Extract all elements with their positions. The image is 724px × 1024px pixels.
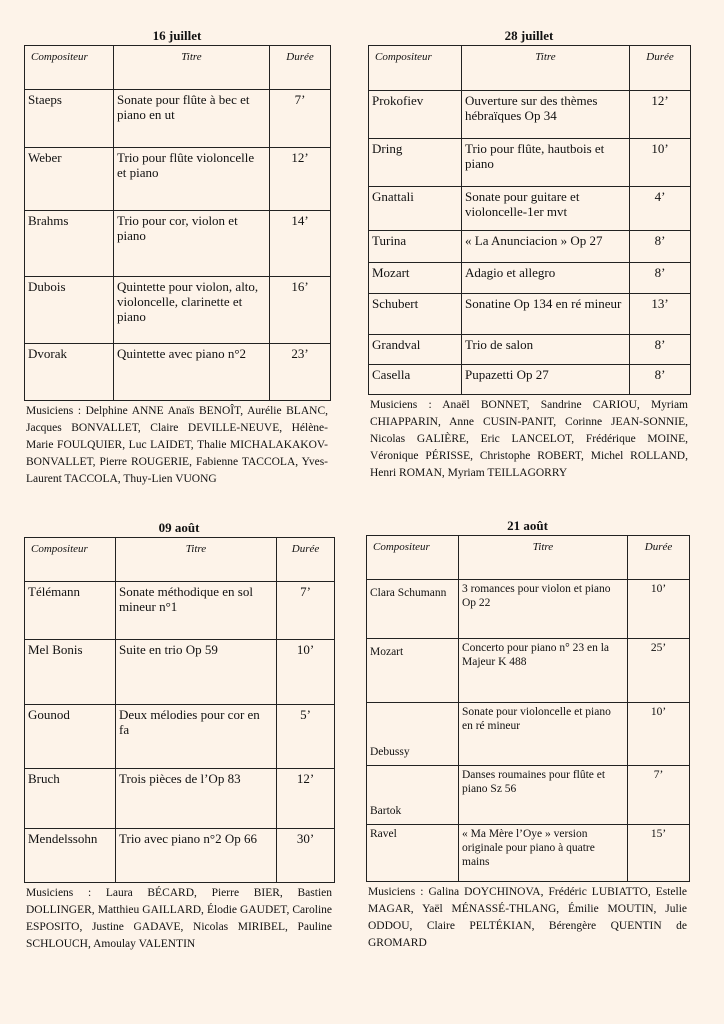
col-composer: Compositeur (369, 46, 462, 91)
duration-cell: 8’ (630, 231, 691, 263)
composer-cell: Schubert (369, 294, 462, 335)
table-row (25, 277, 331, 344)
table-row (367, 639, 690, 703)
duration-cell: 30’ (277, 829, 335, 883)
duration-cell: 7’ (270, 90, 331, 148)
composer-cell: Clara Schumann (367, 580, 459, 639)
composer-cell: Bruch (25, 769, 116, 829)
col-duration: Durée (628, 536, 690, 580)
title-cell: Sonatine Op 134 en ré mineur (462, 294, 630, 335)
concert-date: 09 août (158, 520, 200, 535)
table-row (369, 294, 691, 335)
program-table (24, 537, 335, 883)
concert-date: 28 juillet (504, 28, 554, 43)
title-cell: « Ma Mère l’Oye » version originale pour piano à quatre mains (459, 825, 628, 882)
concert-28-juillet (368, 27, 690, 482)
concert-date: 16 juillet (152, 28, 202, 43)
table-row (367, 580, 690, 639)
composer-cell: Mendelssohn (25, 829, 116, 883)
table-row (369, 231, 691, 263)
table-row (25, 90, 331, 148)
table-row (369, 187, 691, 231)
program-table (368, 45, 691, 395)
duration-cell: 8’ (630, 335, 691, 365)
title-cell: Pupazetti Op 27 (462, 365, 630, 395)
composer-cell: Weber (25, 148, 114, 211)
duration-cell: 23’ (270, 344, 331, 401)
concert-date: 21 août (507, 518, 548, 533)
composer-cell: Gnattali (369, 187, 462, 231)
table-row (25, 148, 331, 211)
table-header-row (25, 538, 335, 582)
title-cell: Trio avec piano n°2 Op 66 (116, 829, 277, 883)
duration-cell: 15’ (628, 825, 690, 882)
title-cell: Sonate pour guitare et violoncelle-1er mvt (462, 187, 630, 231)
composer-cell: Bartok (367, 766, 459, 825)
table-row (25, 211, 331, 277)
duration-cell: 14’ (270, 211, 331, 277)
musicians-list: Musiciens : Galina DOYCHINOVA, Frédéric LUBIATTO, Estelle MAGAR, Yaël MÉNASSÉ-THLANG, Émilie MOUTIN, Julie ODDOU, Claire PELTÉKIAN, Bérengère QUENTIN de GROMARD (368, 886, 687, 949)
col-title: Titre (462, 46, 630, 91)
duration-cell: 5’ (277, 705, 335, 769)
composer-cell: Mozart (367, 639, 459, 703)
col-composer: Compositeur (25, 538, 116, 582)
table-row (369, 335, 691, 365)
col-title: Titre (114, 46, 270, 90)
title-cell: Trio pour flûte violoncelle et piano (114, 148, 270, 211)
duration-cell: 10’ (628, 580, 690, 639)
title-cell: Trio de salon (462, 335, 630, 365)
composer-cell: Mel Bonis (25, 640, 116, 705)
duration-cell: 25’ (628, 639, 690, 703)
duration-cell: 7’ (277, 582, 335, 640)
table-row (25, 640, 335, 705)
concert-09-aout (24, 519, 334, 953)
title-cell: « La Anunciacion » Op 27 (462, 231, 630, 263)
duration-cell: 12’ (277, 769, 335, 829)
duration-cell: 12’ (630, 91, 691, 139)
title-cell: Adagio et allegro (462, 263, 630, 294)
col-duration: Durée (630, 46, 691, 91)
title-cell: Trio pour flûte, hautbois et piano (462, 139, 630, 187)
duration-cell: 12’ (270, 148, 331, 211)
col-duration: Durée (277, 538, 335, 582)
title-cell: Concerto pour piano n° 23 en la Majeur K 488 (459, 639, 628, 703)
composer-cell: Dubois (25, 277, 114, 344)
table-header-row (367, 536, 690, 580)
table-row (369, 91, 691, 139)
composer-cell: Debussy (367, 703, 459, 766)
title-cell: Sonate pour flûte à bec et piano en ut (114, 90, 270, 148)
concert-21-aout (366, 517, 689, 952)
duration-cell: 10’ (630, 139, 691, 187)
concert-16-juillet (24, 27, 330, 488)
musicians-list: Musiciens : Laura BÉCARD, Pierre BIER, Bastien DOLLINGER, Matthieu GAILLARD, Élodie GAUDET, Caroline ESPOSITO, Justine GADAVE, Nicolas MIRIBEL, Pauline SCHLOUCH, Amoulay VALENTIN (26, 887, 332, 950)
composer-cell: Grandval (369, 335, 462, 365)
title-cell: Sonate pour violoncelle et piano en ré mineur (459, 703, 628, 766)
title-cell: Danses roumaines pour flûte et piano Sz 56 (459, 766, 628, 825)
composer-cell: Ravel (367, 825, 459, 882)
title-cell: Deux mélodies pour cor en fa (116, 705, 277, 769)
composer-cell: Turina (369, 231, 462, 263)
title-cell: Trois pièces de l’Op 83 (116, 769, 277, 829)
composer-cell: Gounod (25, 705, 116, 769)
title-cell: Quintette avec piano n°2 (114, 344, 270, 401)
table-row (25, 344, 331, 401)
composer-cell: Brahms (25, 211, 114, 277)
musicians-list: Musiciens : Delphine ANNE Anaïs BENOÎT, Aurélie BLANC, Jacques BONVALLET, Claire DEVILLE-NEUVE, Hélène-Marie FOULQUIER, Luc LAIDET, Thalie MICHALAKAKOV-BONVALLET, Pierre ROUGERIE, Fabienne TACCOLA, Yves-Laurent TACCOLA, Thuy-Lien VUONG (26, 405, 328, 485)
musicians-list: Musiciens : Anaël BONNET, Sandrine CARIOU, Myriam CHIAPPARIN, Anne CUSIN-PANIT, Corinne JEAN-SONNIE, Nicolas GALIÈRE, Eric LANCELOT, Frédérique MOINE, Véronique PÉRISSE, Christophe ROBERT, Michel ROLLAND, Henri ROMAN, Myriam TEILLAGORRY (370, 399, 688, 479)
col-title: Titre (116, 538, 277, 582)
duration-cell: 4’ (630, 187, 691, 231)
duration-cell: 7’ (628, 766, 690, 825)
program-table (366, 535, 690, 882)
duration-cell: 10’ (277, 640, 335, 705)
table-row (25, 705, 335, 769)
duration-cell: 8’ (630, 365, 691, 395)
title-cell: Sonate méthodique en sol mineur n°1 (116, 582, 277, 640)
col-title: Titre (459, 536, 628, 580)
composer-cell: Télémann (25, 582, 116, 640)
table-row (369, 139, 691, 187)
col-composer: Compositeur (25, 46, 114, 90)
table-row (367, 703, 690, 766)
composer-cell: Mozart (369, 263, 462, 294)
composer-cell: Dring (369, 139, 462, 187)
col-duration: Durée (270, 46, 331, 90)
title-cell: Ouverture sur des thèmes hébraïques Op 34 (462, 91, 630, 139)
table-row (25, 582, 335, 640)
table-header-row (25, 46, 331, 90)
table-row (25, 829, 335, 883)
composer-cell: Prokofiev (369, 91, 462, 139)
title-cell: Suite en trio Op 59 (116, 640, 277, 705)
table-header-row (369, 46, 691, 91)
title-cell: 3 romances pour violon et piano Op 22 (459, 580, 628, 639)
composer-cell: Dvorak (25, 344, 114, 401)
table-row (369, 263, 691, 294)
title-cell: Quintette pour violon, alto, violoncelle, clarinette et piano (114, 277, 270, 344)
duration-cell: 8’ (630, 263, 691, 294)
table-row (367, 766, 690, 825)
table-row (25, 769, 335, 829)
program-table (24, 45, 331, 401)
table-row (367, 825, 690, 882)
col-composer: Compositeur (367, 536, 459, 580)
title-cell: Trio pour cor, violon et piano (114, 211, 270, 277)
table-row (369, 365, 691, 395)
duration-cell: 10’ (628, 703, 690, 766)
duration-cell: 13’ (630, 294, 691, 335)
composer-cell: Staeps (25, 90, 114, 148)
composer-cell: Casella (369, 365, 462, 395)
duration-cell: 16’ (270, 277, 331, 344)
